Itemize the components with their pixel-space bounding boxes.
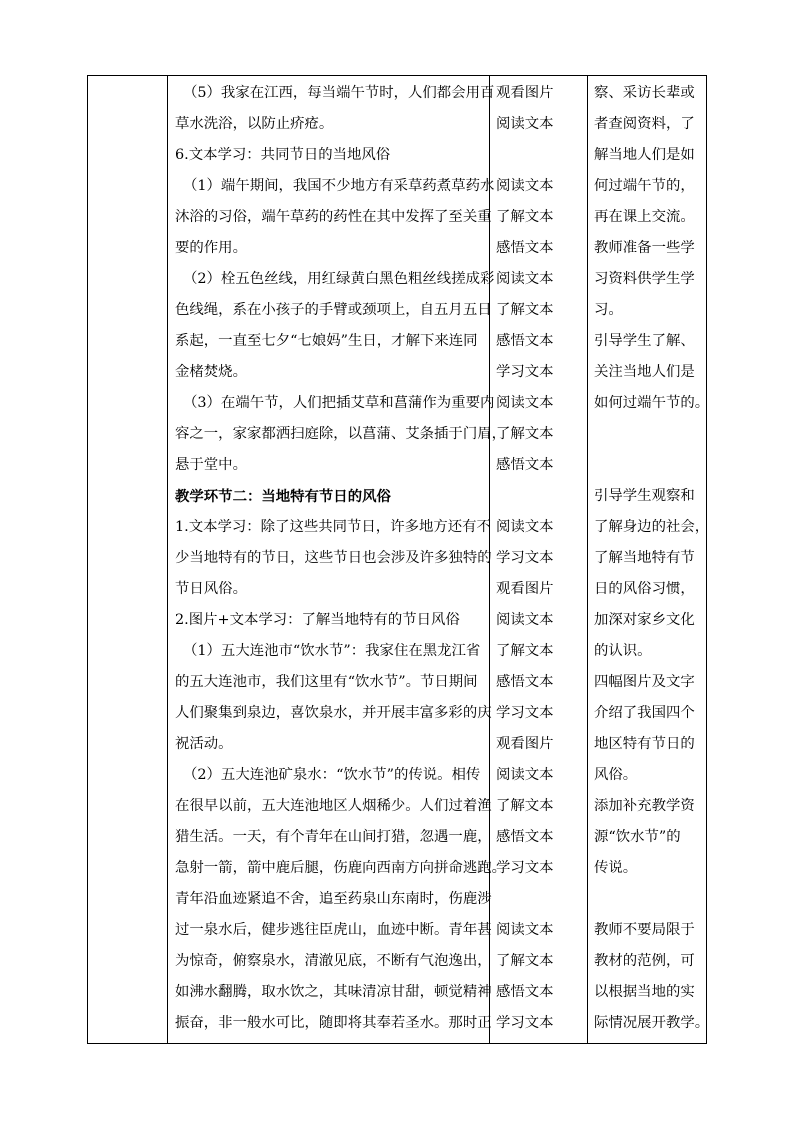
design-line: 加深对家乡文化	[594, 612, 695, 628]
activity-line: 学习文本	[496, 1015, 554, 1031]
content-line: 少当地特有的节日，这些节日也会涉及许多独特的	[175, 550, 492, 566]
content-line: 6.文本学习：共同节日的当地风俗	[175, 147, 391, 163]
activity-line: 学习文本	[496, 550, 554, 566]
activity-line: 观看图片	[496, 581, 554, 597]
content-line: 振奋，非一般水可比，随即将其奉若圣水。那时正	[175, 1015, 492, 1031]
content-line: 急射一箭，箭中鹿后腿，伤鹿向西南方向拼命逃跑。	[175, 860, 506, 876]
design-line: 何过端午节的，	[594, 178, 695, 194]
activity-line: 阅读文本	[496, 271, 554, 287]
design-line: 如何过端午节的。	[594, 395, 710, 411]
activity-line: 学习文本	[496, 705, 554, 721]
content-line: （5）我家在江西，每当端午节时，人们都会用百	[183, 85, 495, 101]
design-line: 引导学生了解、	[594, 333, 695, 349]
content-line: （2）栓五色丝线，用红绿黄白黑色粗丝线搓成彩	[183, 271, 495, 287]
content-line: 人们聚集到泉边，喜饮泉水，并开展丰富多彩的庆	[175, 705, 492, 721]
activity-line: 了解文本	[496, 302, 554, 318]
design-line: 际情况展开教学。	[594, 1015, 710, 1031]
design-intent-column	[594, 76, 708, 1043]
design-line: 四幅图片及文字	[594, 674, 695, 690]
content-line: 猎生活。一天，有个青年在山间打猎，忽遇一鹿，	[175, 829, 492, 845]
content-line: 如沸水翻腾，取水饮之，其味清凉甘甜，顿觉精神	[175, 984, 492, 1000]
design-line: 风俗。	[594, 767, 638, 783]
activity-line: 观看图片	[496, 736, 554, 752]
content-line: 青年沿血迹紧追不舍，追至药泉山东南时，伤鹿涉	[175, 891, 492, 907]
activity-line: 了解文本	[496, 953, 554, 969]
activity-line: 阅读文本	[496, 178, 554, 194]
design-line: 了解身边的社会，	[594, 519, 710, 535]
activity-line: 感悟文本	[496, 829, 554, 845]
design-line: 再在课上交流。	[594, 209, 695, 225]
activity-line: 阅读文本	[496, 116, 554, 132]
activity-line: 阅读文本	[496, 922, 554, 938]
activity-line: 阅读文本	[496, 767, 554, 783]
content-line: 金楮焚烧。	[175, 364, 247, 380]
design-line: 引导学生观察和	[594, 488, 695, 504]
content-line: 节日风俗。	[175, 581, 247, 597]
activity-line: 阅读文本	[496, 519, 554, 535]
activity-line: 了解文本	[496, 798, 554, 814]
content-line: 容之一，家家都洒扫庭除，以菖蒲、艾条插于门眉，	[175, 426, 506, 442]
student-activity-column	[496, 76, 586, 1043]
activity-line: 感悟文本	[496, 674, 554, 690]
section-column	[88, 76, 167, 1043]
content-line: 要的作用。	[175, 240, 247, 256]
content-line: （1）五大连池市“饮水节”：我家住在黑龙江省	[183, 643, 481, 659]
content-line: 过一泉水后，健步逃往臣虎山，血迹中断。青年甚	[175, 922, 492, 938]
design-line: 习。	[594, 302, 623, 318]
design-line: 教师不要局限于	[594, 922, 695, 938]
activity-line: 感悟文本	[496, 457, 554, 473]
design-line: 察、采访长辈或	[594, 85, 695, 101]
section-heading: 教学环节二：当地特有节日的风俗	[175, 488, 391, 505]
design-line: 介绍了我国四个	[594, 705, 695, 721]
design-line: 传说。	[594, 860, 638, 876]
design-line: 源“饮水节”的	[594, 829, 681, 845]
design-line: 解当地人们是如	[594, 147, 695, 163]
activity-line: 感悟文本	[496, 333, 554, 349]
design-line: 了解当地特有节	[594, 550, 695, 566]
activity-line: 学习文本	[496, 364, 554, 380]
content-line: 祝活动。	[175, 736, 233, 752]
content-line: 为惊奇，俯察泉水，清澈见底，不断有气泡逸出，	[175, 953, 492, 969]
content-line: 沐浴的习俗，端午草药的药性在其中发挥了至关重	[175, 209, 492, 225]
content-line: 草水洗浴，以防止疥疮。	[175, 116, 334, 132]
content-line: 在很早以前，五大连池地区人烟稀少。人们过着渔	[175, 798, 492, 814]
design-line: 添加补充教学资	[594, 798, 695, 814]
teaching-content-column	[175, 76, 506, 1043]
activity-line: 了解文本	[496, 426, 554, 442]
design-line: 的认识。	[594, 643, 652, 659]
content-line: 的五大连池市，我们这里有“饮水节”。节日期间	[175, 674, 478, 690]
content-line: 1.文本学习：除了这些共同节日，许多地方还有不	[175, 519, 491, 535]
design-line: 日的风俗习惯，	[594, 581, 695, 597]
activity-line: 了解文本	[496, 643, 554, 659]
activity-line: 学习文本	[496, 860, 554, 876]
content-line: （2）五大连池矿泉水：“饮水节”的传说。相传	[183, 767, 481, 783]
design-line: 习资料供学生学	[594, 271, 695, 287]
column-divider	[587, 76, 588, 1043]
content-line: 色线绳，系在小孩子的手臂或颈项上，自五月五日	[175, 302, 492, 318]
lesson-plan-table	[87, 75, 710, 1044]
activity-line: 阅读文本	[496, 612, 554, 628]
activity-line: 感悟文本	[496, 984, 554, 1000]
content-line: 悬于堂中。	[175, 457, 247, 473]
design-line: 教材的范例，可	[594, 953, 695, 969]
activity-line: 阅读文本	[496, 395, 554, 411]
design-line: 者查阅资料，了	[594, 116, 695, 132]
column-divider	[167, 76, 168, 1043]
content-line: 系起，一直至七夕“七娘妈”生日，才解下来连同	[175, 333, 478, 349]
content-line: （1）端午期间，我国不少地方有采草药煮草药水	[183, 178, 495, 194]
activity-line: 感悟文本	[496, 240, 554, 256]
content-line: （3）在端午节，人们把插艾草和菖蒲作为重要内	[183, 395, 495, 411]
design-line: 关注当地人们是	[594, 364, 695, 380]
design-line: 以根据当地的实	[594, 984, 695, 1000]
activity-line: 观看图片	[496, 85, 554, 101]
content-line: 2.图片+文本学习：了解当地特有的节日风俗	[175, 612, 460, 628]
activity-line: 了解文本	[496, 209, 554, 225]
design-line: 地区特有节日的	[594, 736, 695, 752]
design-line: 教师准备一些学	[594, 240, 695, 256]
